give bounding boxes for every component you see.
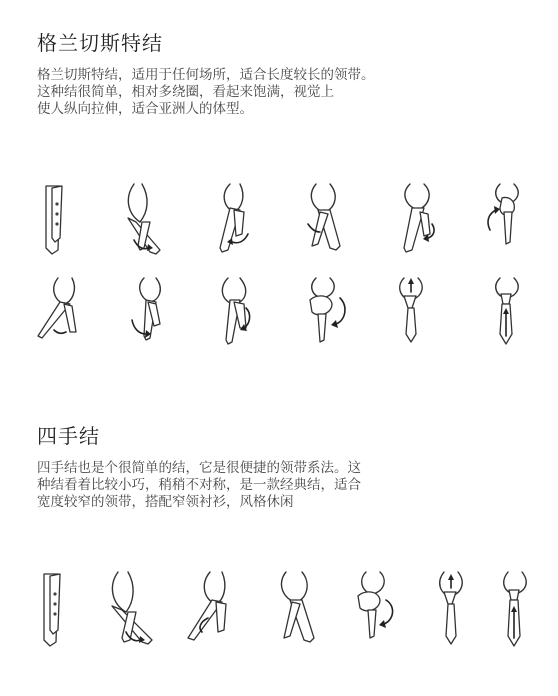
section-description-four-in-hand: 四手结也是个很简单的结，它是很便捷的领带系法。这 种结看着比较小巧，稍稍不对称，是一款经典结，适合 宽度较窄的领带，搭配窄领衬衫，风格休闲 xyxy=(37,460,361,510)
tie-step-illustration xyxy=(38,178,78,258)
tie-step-illustration xyxy=(36,566,76,652)
tie-step-illustration xyxy=(490,272,530,352)
section-title-four-in-hand: 四手结 xyxy=(37,424,100,448)
tie-step-illustration xyxy=(498,566,538,652)
illustration-row-four-in-hand xyxy=(0,566,558,666)
tie-step-illustration xyxy=(210,272,260,352)
tie-step-illustration xyxy=(392,178,442,258)
illustration-row-grantchester-1 xyxy=(0,178,558,268)
tie-step-illustration xyxy=(210,178,260,258)
tie-step-illustration xyxy=(270,566,326,652)
tie-step-illustration xyxy=(480,178,530,258)
tie-step-illustration xyxy=(32,272,82,352)
tie-step-illustration xyxy=(300,178,350,258)
section-description-grantchester: 格兰切斯特结，适用于任何场所，适合长度较长的领带。 这种结很简单，相对多绕圈，看起来饱满，视觉上 使人纵向拉伸，适合亚洲人的体型。 xyxy=(37,67,375,117)
tie-step-illustration xyxy=(126,272,176,352)
tie-step-illustration xyxy=(346,566,402,652)
tie-step-illustration xyxy=(184,566,240,652)
section-title-grantchester: 格兰切斯特结 xyxy=(37,31,163,55)
illustration-row-grantchester-2 xyxy=(0,272,558,362)
tie-step-illustration xyxy=(104,566,160,652)
tie-step-illustration xyxy=(432,566,472,652)
tie-step-illustration xyxy=(392,272,432,352)
tie-step-illustration xyxy=(296,272,352,352)
tie-step-illustration xyxy=(120,178,170,258)
